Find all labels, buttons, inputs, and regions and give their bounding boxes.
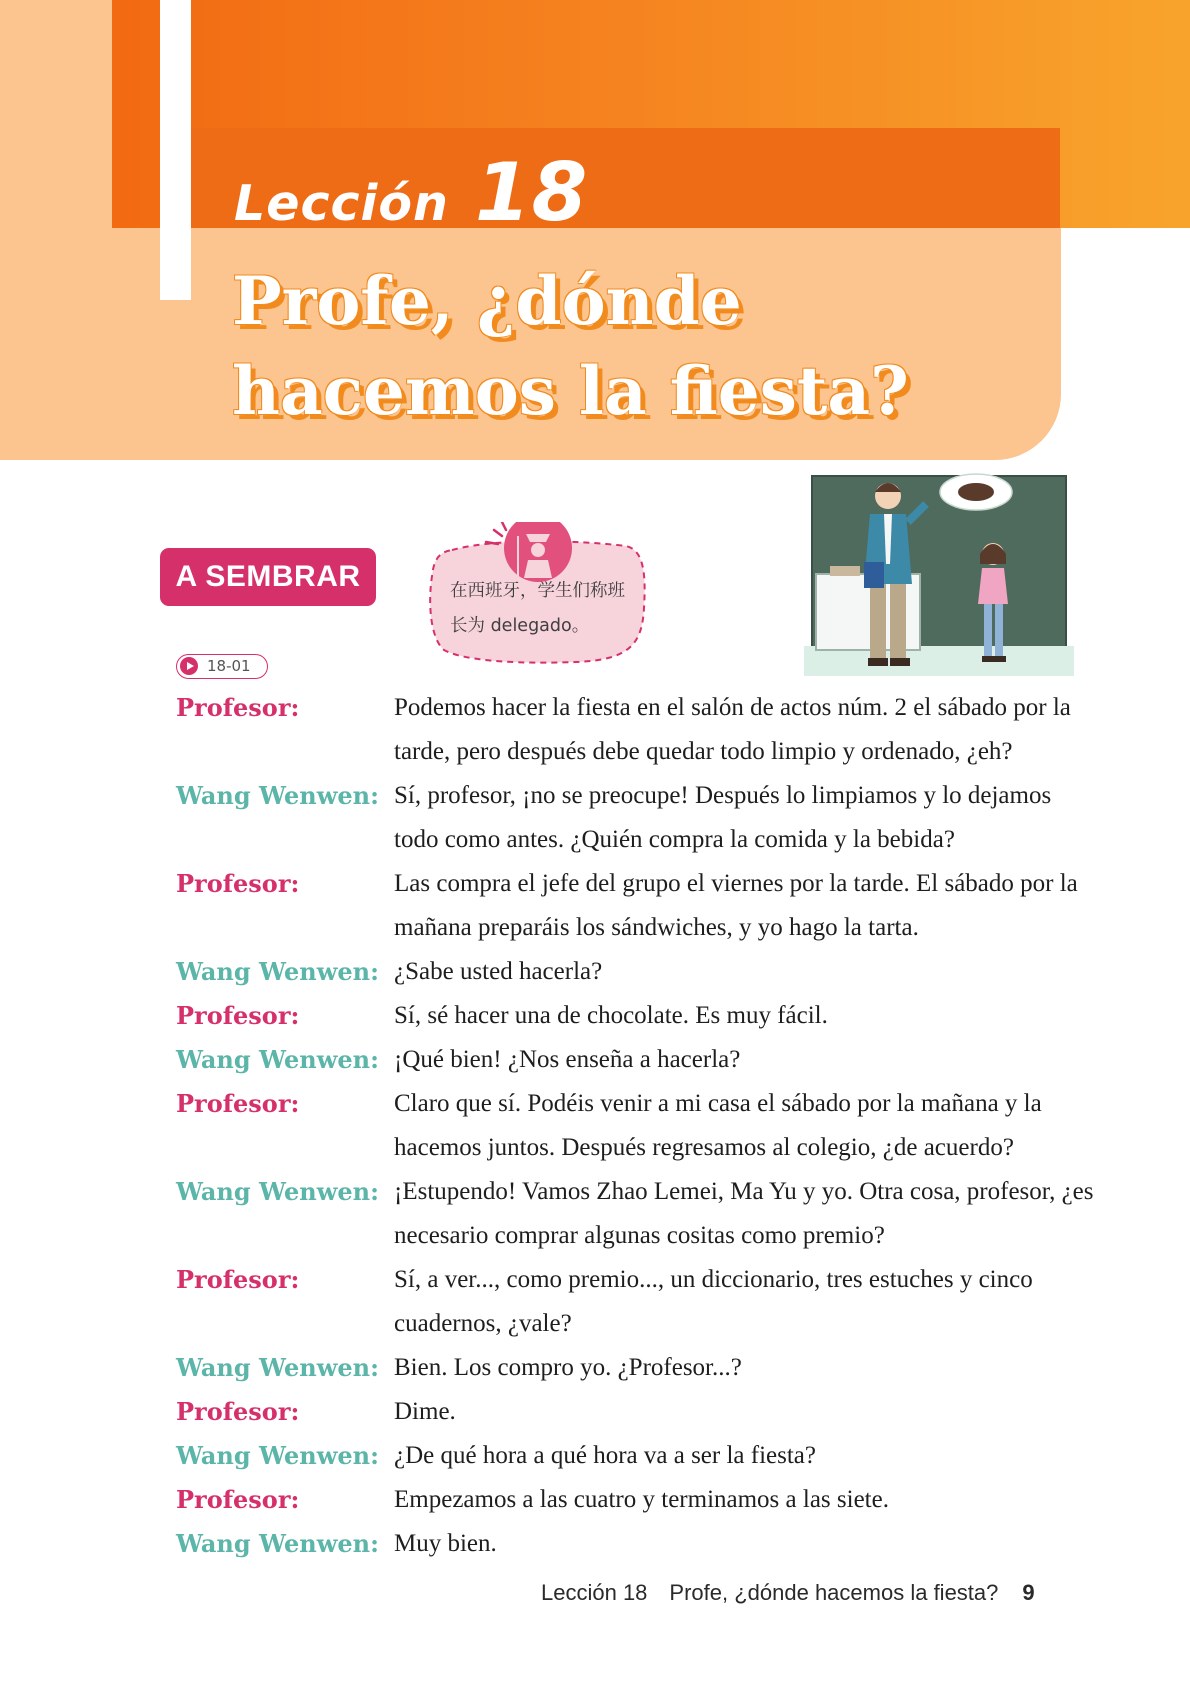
audio-track-badge[interactable] <box>176 654 268 679</box>
note-line1: 在西班牙，学生们称班 <box>450 581 625 601</box>
speaker-profesor: Profesor: <box>176 869 300 898</box>
play-icon[interactable] <box>180 657 198 675</box>
cake-icon <box>940 474 1012 510</box>
speaker-wang-wenwen: Wang Wenwen: <box>176 781 379 810</box>
page-number: 9 <box>1022 1580 1035 1605</box>
dialogue-line: Dime. <box>394 1398 456 1425</box>
dialogue-line: Sí, a ver..., como premio..., un diccionario, tres estuches y cinco cuadernos, ¿vale? <box>394 1266 1033 1337</box>
classroom-illustration <box>804 470 1074 685</box>
page-footer <box>541 1576 1035 1607</box>
dialogue-turn <box>176 1390 1096 1434</box>
dialogue-line: ¿Sabe usted hacerla? <box>394 958 603 985</box>
dialogue-line: ¡Qué bien! ¿Nos enseña a hacerla? <box>394 1046 741 1073</box>
lesson-heading <box>234 146 588 239</box>
speaker-profesor: Profesor: <box>176 1265 300 1294</box>
dialogue-turn <box>176 686 1096 774</box>
dialogue-line: Sí, sé hacer una de chocolate. Es muy fácil. <box>394 1002 828 1029</box>
dialogue-turn <box>176 1170 1096 1258</box>
speaker-wang-wenwen: Wang Wenwen: <box>176 1529 379 1558</box>
dialogue-turn <box>176 1522 1096 1566</box>
speaker-wang-wenwen: Wang Wenwen: <box>176 1045 379 1074</box>
speaker-wang-wenwen: Wang Wenwen: <box>176 1177 379 1206</box>
dialogue-line: ¡Estupendo! Vamos Zhao Lemei, Ma Yu y yo. Otra cosa, profesor, ¿es necesario comprar algunas cositas como premio? <box>394 1178 1094 1249</box>
dialogue-turn <box>176 1258 1096 1346</box>
dialogue-turn <box>176 1082 1096 1170</box>
dialogue-turn <box>176 862 1096 950</box>
dialogue-turn <box>176 994 1096 1038</box>
header-peach-left <box>0 0 112 460</box>
lesson-number: 18 <box>474 146 589 239</box>
speaker-wang-wenwen: Wang Wenwen: <box>176 957 379 986</box>
lesson-title-line1: Profe, ¿dónde <box>232 262 742 340</box>
dialogue <box>176 686 1096 1566</box>
speaker-profesor: Profesor: <box>176 693 300 722</box>
note-text <box>450 574 640 644</box>
dialogue-turn <box>176 1346 1096 1390</box>
speaker-profesor: Profesor: <box>176 1485 300 1514</box>
lesson-title <box>232 256 1032 436</box>
dialogue-line: Empezamos a las cuatro y terminamos a las siete. <box>394 1486 889 1513</box>
speaker-wang-wenwen: Wang Wenwen: <box>176 1353 379 1382</box>
speaker-profesor: Profesor: <box>176 1001 300 1030</box>
header-white-bar <box>160 0 191 300</box>
dialogue-turn <box>176 1478 1096 1522</box>
dialogue-turn <box>176 950 1096 994</box>
dialogue-line: Bien. Los compro yo. ¿Profesor...? <box>394 1354 742 1381</box>
dialogue-turn <box>176 774 1096 862</box>
dialogue-line: Las compra el jefe del grupo el viernes por la tarde. El sábado por la mañana preparáis los sándwiches, y yo hago la tarta. <box>394 870 1078 941</box>
dialogue-line: ¿De qué hora a qué hora va a ser la fiesta? <box>394 1442 816 1469</box>
footer-running-title: Lección 18 Profe, ¿dónde hacemos la fiesta? <box>541 1580 999 1605</box>
dialogue-turn <box>176 1038 1096 1082</box>
dialogue-line: Claro que sí. Podéis venir a mi casa el sábado por la mañana y la hacemos juntos. Después regresamos al colegio, ¿de acuerdo? <box>394 1090 1042 1161</box>
note-line2: 长为 delegado。 <box>450 616 590 636</box>
lesson-label: Lección <box>234 175 449 232</box>
lesson-title-line2: hacemos la fiesta? <box>232 352 909 430</box>
speaker-wang-wenwen: Wang Wenwen: <box>176 1441 379 1470</box>
dialogue-line: Sí, profesor, ¡no se preocupe! Después lo limpiamos y lo dejamos todo como antes. ¿Quién compra la comida y la bebida? <box>394 782 1052 853</box>
audio-track-code: 18-01 <box>207 657 251 675</box>
dialogue-line: Podemos hacer la fiesta en el salón de actos núm. 2 el sábado por la tarde, pero después debe quedar todo limpio y ordenado, ¿eh? <box>394 694 1071 765</box>
speaker-profesor: Profesor: <box>176 1089 300 1118</box>
section-label: A SEMBRAR <box>160 548 376 606</box>
speaker-profesor: Profesor: <box>176 1397 300 1426</box>
dialogue-line: Muy bien. <box>394 1530 497 1557</box>
dialogue-turn <box>176 1434 1096 1478</box>
